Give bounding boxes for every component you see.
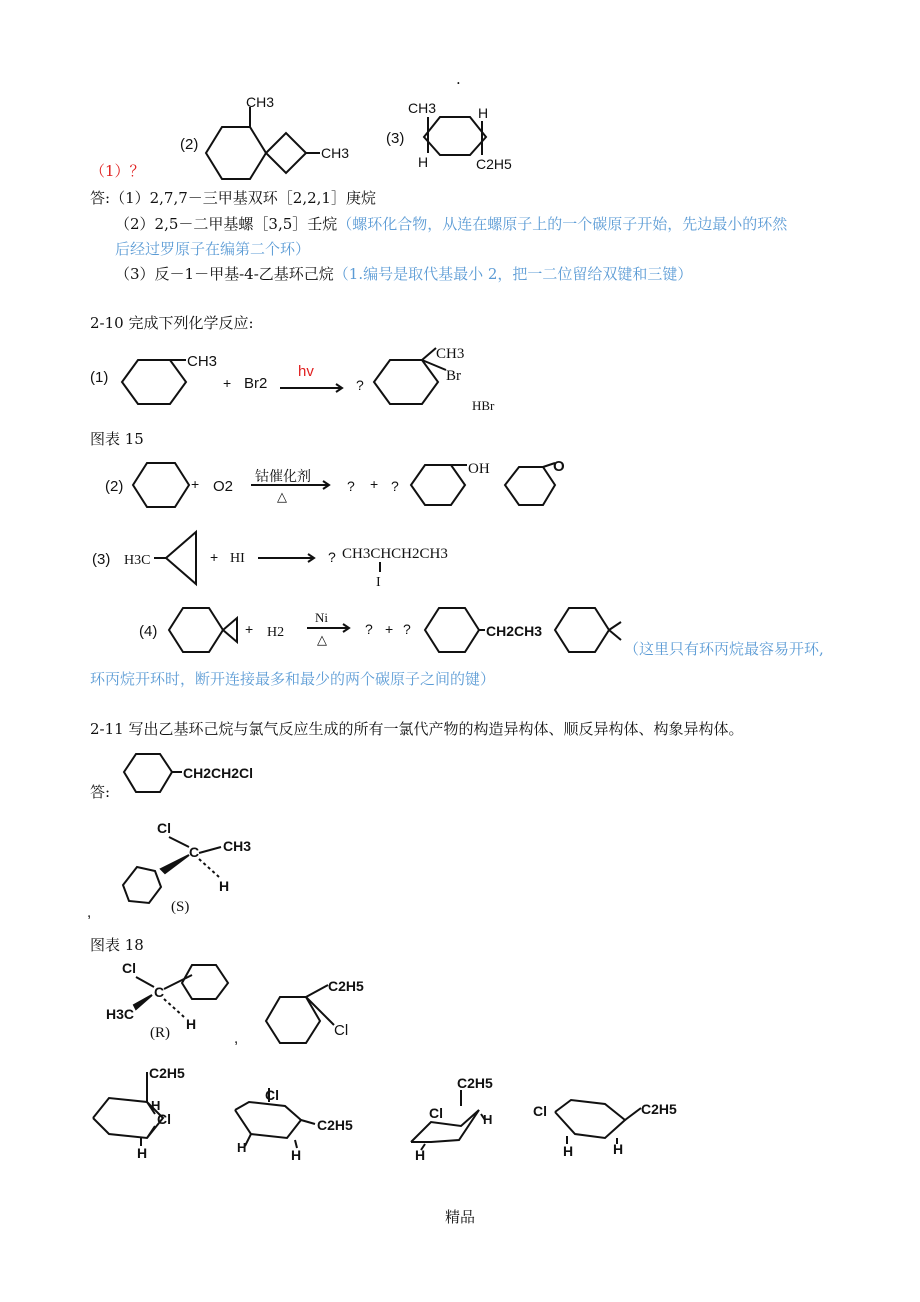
o-label: O [553, 458, 565, 475]
catalyst-label: 钴催化剂 [255, 468, 311, 484]
s-enantiomer-structure [85, 815, 285, 925]
c2h5-label: C2H5 [149, 1065, 185, 1081]
answer-note-2: （螺环化合物，从连在螺原子上的一个碳原子开始，先边最小的环然 [337, 215, 788, 233]
cl-label-2: Cl [334, 1022, 349, 1039]
comma: , [87, 904, 92, 921]
reaction-4-figure [135, 600, 695, 660]
h-label: H [613, 1141, 624, 1157]
plus-sign: + [210, 549, 219, 565]
reaction-2-label: (2) [105, 478, 124, 495]
h-label: H [291, 1147, 302, 1163]
reaction-2-figure [95, 455, 575, 515]
ch2ch3-label: CH2CH3 [486, 623, 543, 639]
question-mark-1: ? [347, 478, 355, 494]
h-label-bottom: H [418, 154, 429, 170]
figure-15-caption: 图表 15 [90, 430, 144, 448]
c2h5-label: C2H5 [641, 1101, 677, 1117]
section-2-10-title: 2-10 完成下列化学反应: [90, 314, 254, 332]
h-label: H [151, 1098, 161, 1113]
c-label: C [189, 844, 200, 860]
o2: O2 [213, 478, 234, 495]
heat-symbol: △ [277, 489, 287, 504]
note-line-2: 环丙烷开环时，断开连接最多和最少的两个碳原子之间的键） [90, 670, 496, 688]
ch3-top: CH3 [246, 94, 275, 110]
h-label: H [415, 1147, 426, 1163]
c2h5-label: C2H5 [476, 156, 512, 172]
chair-conformers-figure [85, 1060, 725, 1170]
h3c-label: H3C [106, 1006, 135, 1022]
plus-sign: + [223, 375, 232, 391]
answer-item-2: （2）2,5－二甲基螺［3,5］壬烷 [115, 215, 338, 233]
cyclobutane-ring [266, 133, 306, 173]
r-enantiomer-structure [100, 955, 380, 1050]
oh-label: OH [468, 461, 490, 477]
cyclohexane-ring [206, 127, 266, 179]
answer-line-3 [115, 263, 692, 284]
reaction-3-figure [90, 520, 510, 590]
note-line-1: （这里只有环丙烷最容易开环, [624, 640, 824, 658]
top-structures-figure [170, 85, 550, 185]
cl-label: Cl [533, 1103, 547, 1119]
cl-label: Cl [157, 820, 171, 836]
page-footer: 精品 [444, 1208, 475, 1226]
figure-18-caption: 图表 18 [90, 936, 144, 954]
h-label: H [563, 1143, 574, 1159]
c2h5-label: C2H5 [328, 978, 364, 994]
h-label: H [219, 878, 230, 894]
cyclohexane-chair [424, 117, 486, 155]
ch3-label: CH3 [223, 838, 252, 854]
h-label: H [237, 1140, 247, 1155]
question-mark-2: ? [391, 478, 399, 494]
h-label: H [137, 1145, 148, 1161]
heat-symbol: △ [317, 632, 327, 647]
c2h5-label: C2H5 [457, 1075, 493, 1091]
answer-line-1 [90, 187, 376, 208]
plus-sign-2: + [385, 621, 394, 637]
ch3-product: CH3 [436, 346, 465, 362]
reaction-4-label: (4) [139, 623, 158, 640]
i-label: I [376, 575, 381, 590]
answer-note-3: （1.编号是取代基最小 2，把一二位留给双键和三键） [333, 265, 693, 283]
answer-item-3: （3）反－1－甲基-4-乙基环己烷 [115, 265, 334, 283]
br2: Br2 [244, 375, 268, 392]
h-label: H [186, 1016, 197, 1032]
answer-prefix-2: 答: [90, 783, 111, 801]
question-mark: ? [328, 549, 336, 565]
reaction-3-label: (3) [92, 551, 111, 568]
plus-sign-2: + [370, 476, 379, 492]
hi-label: HI [230, 551, 245, 566]
question-1-label: （1）？ [90, 162, 145, 180]
question-mark-2: ? [403, 621, 411, 637]
ch3: CH3 [187, 353, 218, 370]
c-label: C [154, 984, 165, 1000]
question-mark-1: ? [365, 621, 373, 637]
c2h5-label: C2H5 [317, 1117, 353, 1133]
br-product: Br [446, 368, 461, 384]
s-configuration-label: (S) [171, 899, 190, 915]
cl-label: Cl [265, 1087, 279, 1103]
answer-line-2 [115, 213, 787, 234]
ch3-right: CH3 [321, 145, 350, 161]
ch2ch2cl-label: CH2CH2Cl [183, 765, 254, 781]
hbr-byproduct: HBr [472, 398, 495, 413]
r-configuration-label: (R) [150, 1025, 170, 1041]
cl-label: Cl [429, 1105, 443, 1121]
cl-label: Cl [122, 960, 136, 976]
chloroethyl-structure [118, 748, 278, 798]
product-formula: CH3CHCH2CH3 [342, 546, 448, 562]
condition-hv: hv [298, 363, 314, 380]
plus-sign: + [245, 621, 254, 637]
plus-sign: + [191, 476, 200, 492]
reaction-1-figure [80, 340, 600, 420]
ch3-label: CH3 [408, 100, 437, 116]
header-dot: . [456, 70, 461, 88]
h2-label: H2 [267, 625, 285, 640]
answer-prefix: 答: [90, 189, 111, 207]
h3c-label: H3C [124, 553, 151, 568]
comma: , [234, 1030, 239, 1047]
answer-item-1: （1）2,7,7－三甲基双环［2,2,1］庚烷 [110, 189, 376, 207]
answer-note-2-cont: 后经过罗原子在编第二个环） [115, 240, 311, 258]
cl-label: Cl [157, 1111, 171, 1127]
structure-3-label: (3) [386, 130, 405, 147]
h-label: H [483, 1112, 493, 1127]
reaction-1-label: (1) [90, 369, 109, 386]
structure-2-label: (2) [180, 136, 199, 153]
h-label-top: H [478, 105, 489, 121]
question-mark: ? [356, 377, 364, 393]
section-2-11-title: 2-11 写出乙基环己烷与氯气反应生成的所有一氯代产物的构造异构体、顺反异构体、构象异构体。 [90, 720, 744, 738]
ni-label: Ni [315, 610, 328, 625]
